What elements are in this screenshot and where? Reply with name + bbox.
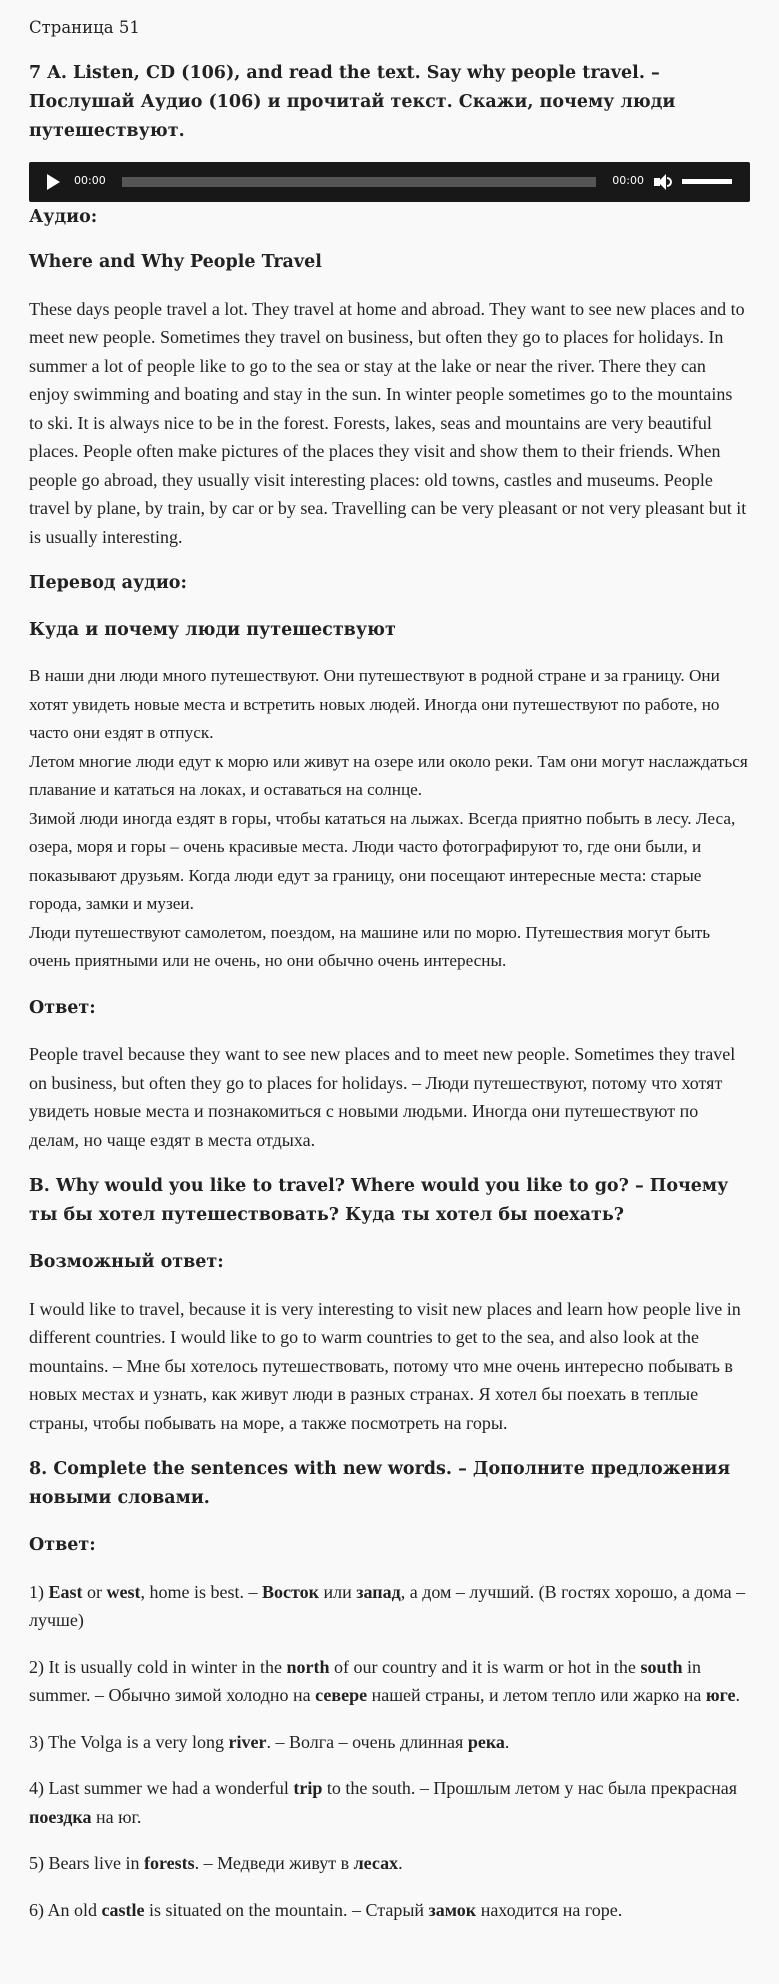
current-time: 00:00 <box>74 174 106 188</box>
translation-title: Куда и почему люди путешествуют <box>29 619 396 640</box>
volume-slider[interactable] <box>682 179 732 184</box>
duration-time: 00:00 <box>612 174 644 188</box>
sentence-1: 1) East or west, home is best. – Восток или запад, а дом – лучший. (В гостях хорошо, а дома – лучше) <box>29 1581 746 1630</box>
translation-line: Летом многие люди едут к морю или живут на озере или около реки. Там они могут наслаждаться плавание и кататься на локах, и оставаться на солнце. <box>29 751 748 799</box>
page-number: Страница 51 <box>29 18 140 37</box>
text-body: These days people travel a lot. They travel at home and abroad. They want to see new places and to meet new people. Sometimes they travel on business, but often they go to places for holidays. In summer a lot of people like to go to the sea or stay at the lake or near the river. There they can enjoy swimming and boating and stay in the sun. In winter people sometimes go to the mountains to ski. It is always nice to be in the forest. Forests, lakes, seas and mountains are very beautiful places. People often make pictures of the places they visit and show them to their friends. When people go abroad, they usually visit interesting places: old towns, castles and museums. People travel by plane, by train, by car or by sea. Travelling can be very pleasant or not very pleasant but it is usually interesting. <box>29 298 747 547</box>
volume-icon[interactable] <box>654 174 672 190</box>
task-7a-heading: 7 A. Listen, CD (106), and read the text. Say why people travel. – Послушай Аудио (106) и прочитай текст. Скажи, почему люди путешествуют. <box>29 62 676 141</box>
sentence-5: 5) Bears live in forests. – Медведи живут в лесах. <box>29 1853 403 1873</box>
sentence-6: 6) An old castle is situated on the mountain. – Старый замок находится на горе. <box>29 1899 623 1920</box>
text-title: Where and Why People Travel <box>29 252 322 272</box>
sentence-4: 4) Last summer we had a wonderful trip to the south. – Прошлым летом у нас была прекрасная поездка на юг. <box>29 1778 737 1827</box>
answer-8-label: Ответ: <box>29 1535 96 1555</box>
answer-b: I would like to travel, because it is very interesting to visit new places and learn how people live in different countries. I would like to go to warm countries to get to the sea, and also look at the mountains. – Мне бы хотелось путешествовать, потому что мне очень интересно побывать в новых местах и узнать, как живут люди в разных странах. Я хотел бы поехать в теплые страны, чтобы побывать на море, а также посмотреть на горы. <box>29 1298 741 1433</box>
task-b-heading: B. Why would you like to travel? Where would you like to go? – Почему ты бы хотел путешествовать? Куда ты хотел бы поехать? <box>29 1176 729 1225</box>
audio-player[interactable] <box>29 162 750 202</box>
sentence-2: 2) It is usually cold in winter in the north of our country and it is warm or hot in the south in summer. – Обычно зимой холодно на севере нашей страны, и летом тепло или жарко на юге. <box>29 1656 741 1705</box>
sentence-3: 3) The Volga is a very long river. – Волга – очень длинная река. <box>29 1731 510 1752</box>
translation-line: В наши дни люди много путешествуют. Они путешествуют в родной стране и за границу. Они хотят увидеть новые места и встретить новых людей. Иногда они путешествуют по работе, но часто они ездят в отпуск. <box>29 666 720 742</box>
answer-7: People travel because they want to see new places and to meet new people. Sometimes they travel on business, but often they go to places for holidays. – Люди путешествуют, потому что хотят увидеть новые места и познакомиться с новыми людьми. Иногда они путешествуют по делам, но чаще ездят в места отдыха. <box>29 1044 736 1150</box>
task-8-heading: 8. Complete the sentences with new words. – Дополните предложения новыми словами. <box>29 1459 731 1508</box>
progress-track[interactable] <box>122 177 597 187</box>
answer-label: Ответ: <box>29 997 96 1018</box>
translation-label: Перевод аудио: <box>29 573 187 593</box>
audio-label: Аудио: <box>29 206 98 227</box>
translation-line: Зимой люди иногда ездят в горы, чтобы кататься на лыжах. Всегда приятно побыть в лесу. Леса, озера, моря и горы – очень красивые места. Люди часто фотографируют то, где они были, и показывают друзьям. Когда люди едут за границу, они посещают интересные места: старые города, замки и музеи. <box>29 808 736 913</box>
play-icon[interactable] <box>47 174 60 190</box>
translation-line: Люди путешествуют самолетом, поездом, на машине или по морю. Путешествия могут быть очень приятными или не очень, но они обычно очень интересны. <box>29 922 711 970</box>
possible-answer-label: Возможный ответ: <box>29 1252 224 1272</box>
translation-body <box>29 662 750 976</box>
